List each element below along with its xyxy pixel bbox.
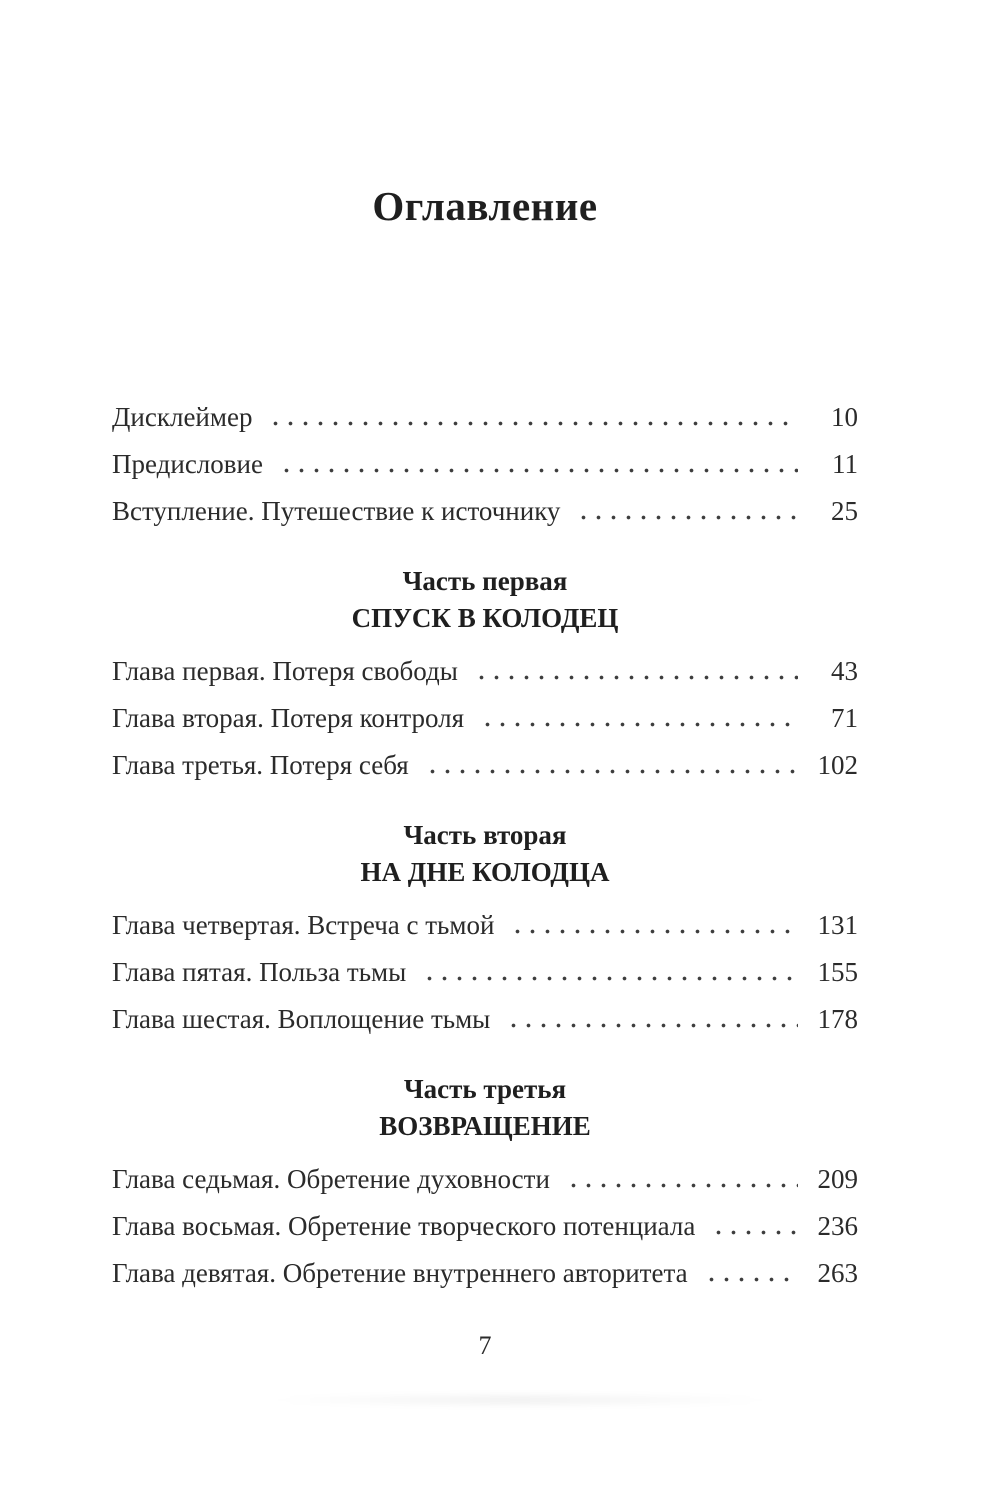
dot-leader [422, 962, 798, 986]
part-title: Часть первая [402, 566, 568, 596]
toc-entry [112, 497, 858, 525]
part-heading [112, 1071, 858, 1145]
toc-entry [112, 1259, 858, 1287]
part-heading [112, 817, 858, 891]
toc-entry-label: Глава шестая. Воплощение тьмы [112, 1004, 491, 1034]
toc-entry [112, 450, 858, 478]
dot-leader [576, 501, 798, 525]
toc-entry-page: 178 [817, 1004, 858, 1034]
dot-leader [566, 1169, 798, 1193]
toc-entry-page: 236 [817, 1211, 858, 1241]
dot-leader [268, 407, 798, 431]
toc-entry-page: 263 [817, 1258, 858, 1288]
toc-entry [112, 911, 858, 939]
toc-entry-label: Предисловие [112, 449, 263, 479]
toc-entry [112, 657, 858, 685]
toc-entry [112, 958, 858, 986]
toc-entry [112, 403, 858, 431]
toc-entry-page: 131 [817, 910, 858, 940]
dot-leader [279, 454, 798, 478]
toc-entry [112, 1005, 858, 1033]
toc-entry-page: 209 [817, 1164, 858, 1194]
scan-smudge [260, 1395, 780, 1405]
toc-entry-label: Глава пятая. Польза тьмы [112, 957, 407, 987]
dot-leader [480, 708, 798, 732]
toc-entry-page: 71 [831, 703, 858, 733]
toc-entry [112, 751, 858, 779]
toc-entry-page: 43 [831, 656, 858, 686]
toc-entry-label: Глава первая. Потеря свободы [112, 656, 458, 686]
toc-entry-page: 155 [817, 957, 858, 987]
dot-leader [704, 1263, 798, 1287]
toc-entry-label: Глава четвертая. Встреча с тьмой [112, 910, 495, 940]
part-heading [112, 563, 858, 637]
dot-leader [506, 1009, 798, 1033]
footer-page-number: 7 [478, 1331, 492, 1360]
dot-leader [711, 1216, 798, 1240]
toc-entry [112, 1165, 858, 1193]
toc-entry-label: Глава девятая. Обретение внутреннего авторитета [112, 1258, 688, 1288]
toc-entry-label: Дисклеймер [112, 402, 253, 432]
toc-entry [112, 704, 858, 732]
toc-entry-page: 10 [831, 402, 858, 432]
toc-entry-label: Вступление. Путешествие к источнику [112, 496, 561, 526]
dot-leader [510, 915, 798, 939]
toc-entry-page: 25 [831, 496, 858, 526]
part-title: Часть вторая [403, 820, 567, 850]
part-title: Часть третья [403, 1074, 567, 1104]
part-subtitle: СПУСК В КОЛОДЕЦ [351, 603, 619, 633]
part-subtitle: ВОЗВРАЩЕНИЕ [379, 1111, 591, 1141]
toc-entry [112, 1212, 858, 1240]
dot-leader [425, 755, 798, 779]
toc-entry-label: Глава вторая. Потеря контроля [112, 703, 465, 733]
toc-entry-page: 102 [817, 750, 858, 780]
part-subtitle: НА ДНЕ КОЛОДЦА [360, 857, 610, 887]
page-title: Оглавление [372, 183, 598, 229]
toc-entry-page: 11 [832, 449, 858, 479]
toc-entry-label: Глава третья. Потеря себя [112, 750, 409, 780]
dot-leader [474, 661, 798, 685]
toc-entry-label: Глава седьмая. Обретение духовности [112, 1164, 550, 1194]
toc-entry-label: Глава восьмая. Обретение творческого потенциала [112, 1211, 696, 1241]
